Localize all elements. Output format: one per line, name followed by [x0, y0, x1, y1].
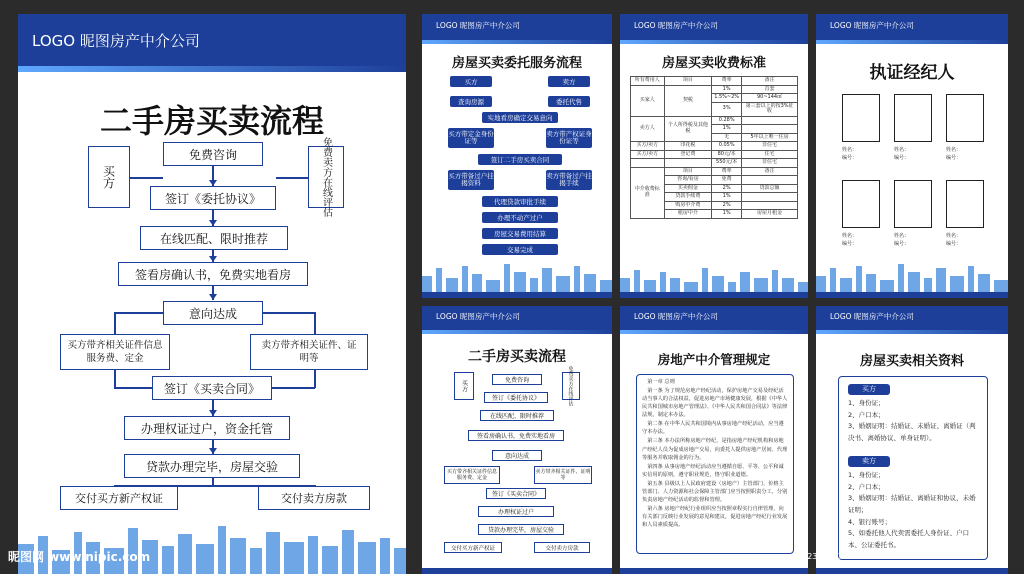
right-step-2: 卖方带产权证身份证等 [546, 128, 592, 148]
seller-side-box [308, 137, 344, 217]
flow-step-4: 签看房确认书，免费实地看房 [118, 262, 308, 286]
left-step-3: 买方带定金身份证等 [448, 128, 494, 148]
buyer-branch-text: 买方带齐相关证件信息服务费、定金 [446, 469, 497, 481]
city-skyline-icon [18, 514, 406, 574]
seller-item: 4、银行账号； [848, 517, 892, 526]
buyer-documents [848, 398, 982, 445]
city-skyline-icon [816, 258, 1008, 298]
buyer-side-box [88, 146, 130, 208]
logo-text: LOGO 昵图房产中介公司 [436, 21, 520, 30]
seller-side-box [562, 366, 580, 406]
agent-id-label: 编号： [842, 155, 858, 161]
agent-name-label: 姓名： [842, 233, 858, 239]
poster-buying-process-small [422, 306, 612, 574]
flow-step-2: 签订《委托协议》 [484, 392, 548, 403]
poster-agency-regulations [620, 306, 808, 574]
logo-text: LOGO 昵图房产中介公司 [830, 21, 914, 30]
center-step-4: 交易完成 [482, 244, 558, 255]
buyer-branch-box [60, 334, 170, 370]
article-2: 第二条 在中华人民共和国境内从事房地产经纪活动，应当遵守本办法。 [642, 421, 784, 436]
city-skyline-icon [422, 258, 612, 298]
chapter-heading: 第一章 总则 [647, 379, 675, 385]
seller-item: 3、婚姻证明：结婚证、离婚证和协议、未婚证明； [848, 494, 976, 515]
page-title: 二手房买卖流程 [468, 349, 566, 365]
agent-id-label: 编号： [842, 241, 858, 247]
agent-name-label: 姓名： [894, 147, 910, 153]
agent-photo-6 [946, 180, 984, 228]
poster-licensed-agents [816, 14, 1008, 298]
agent-photo-4 [842, 180, 880, 228]
logo-text: LOGO 昵图房产中介公司 [436, 312, 520, 321]
seller-item: 2、户口本； [848, 482, 885, 491]
regulations-text [642, 378, 788, 530]
city-skyline-icon [620, 264, 808, 298]
poster-entrust-flow [422, 14, 612, 298]
buyer-label: 买方 [460, 380, 468, 392]
agent-id-label: 编号： [946, 241, 962, 247]
page-title: 执证经纪人 [869, 63, 955, 83]
right-step-3: 卖方带备过户挂揭手续 [546, 170, 592, 190]
seller-head: 卖方 [548, 76, 590, 87]
right-step-1: 委托代售 [548, 96, 590, 107]
center-step-2: 办理不动产过户 [482, 212, 558, 223]
seller-branch-text: 卖方带齐相关证件、证明等 [261, 339, 357, 364]
article-3: 第三条 本办法所称房地产经纪，是指房地产经纪机构和房地产经纪人员为促成房地产交易，向委托人提供房地产居间、代理等服务并收取佣金的行为。 [642, 438, 788, 461]
flow-step-6: 签订《买卖合同》 [486, 488, 546, 499]
left-step-1: 查询房源 [450, 96, 492, 107]
flow-step-5: 意向达成 [163, 301, 263, 325]
poster-fee-standard [620, 14, 808, 298]
poster-required-documents [816, 306, 1008, 574]
seller-branch-text: 卖方带齐相关证件、证明等 [535, 469, 591, 481]
article-6: 第六条 房地产经纪行业组织应当按照章程实行自律管理，向有关部门反映行业发展的意见和建议，促进房地产经纪行业发展和人员素质提高。 [642, 505, 788, 529]
buyer-item: 3、婚姻证明：结婚证、未婚证、离婚证（判决书、离婚协议、单身证明）。 [848, 422, 976, 443]
seller-label: 免费卖方在线评估 [320, 137, 332, 217]
end-seller-box: 交付卖方房款 [534, 542, 590, 553]
buyer-side-box [454, 372, 474, 400]
seller-heading: 卖方 [848, 456, 890, 467]
agent-id-label: 编号： [894, 155, 910, 161]
flow-step-8: 贷款办理完毕，房屋交验 [124, 454, 300, 478]
end-seller-box: 交付卖方房款 [258, 486, 370, 510]
page-title: 房屋买卖收费标准 [661, 56, 766, 71]
flow-step-7: 办理权证过户，资金托管 [124, 416, 290, 440]
agent-name-label: 姓名： [894, 233, 910, 239]
buyer-branch-text: 买方带齐相关证件信息服务费、定金 [67, 339, 163, 364]
flow-step-3: 在线匹配、限时推荐 [140, 226, 288, 250]
logo-text: LOGO 昵图房产中介公司 [32, 32, 200, 50]
end-buyer-box: 交付买方新产权证 [60, 486, 178, 510]
seller-documents [848, 470, 982, 552]
flow-step-1: 免费咨询 [492, 374, 542, 385]
watermark-right: ID:23452776 NO:20210125104218722088 [796, 552, 968, 561]
seller-item: 1、身份证； [848, 471, 885, 479]
seller-item: 5、如委托他人代卖需委托人身份证、户口本、公证委托书。 [848, 529, 970, 550]
buyer-label: 买方 [101, 165, 116, 189]
left-step-5: 买方带备过户挂揭资料 [448, 170, 494, 190]
seller-branch-box [250, 334, 368, 370]
flow-step-3: 在线匹配、限时推荐 [480, 410, 554, 421]
flow-step-5: 意向达成 [492, 450, 542, 461]
logo-text: LOGO 昵图房产中介公司 [830, 312, 914, 321]
agent-photo-2 [894, 94, 932, 142]
buyer-head: 买方 [450, 76, 492, 87]
watermark-left: 昵图网 www.nipic.com [8, 550, 151, 564]
flow-step-4: 签看房确认书，免费实地看房 [468, 430, 564, 441]
agent-id-label: 编号： [894, 241, 910, 247]
agent-name-label: 姓名： [946, 147, 962, 153]
article-1: 第一条 为了规范房地产经纪活动，保护房地产交易及经纪活动当事人的合法权益，促进房地产市场健康发展，根据《中华人民共和国城市房地产管理法》、《中华人民共和国合同法》等法律法规，制定本办法。 [642, 388, 788, 419]
center-step-1: 代理贷款审批手续 [482, 196, 558, 207]
poster-buying-process [18, 14, 406, 574]
agent-photo-1 [842, 94, 880, 142]
article-5: 第五条 县级以上人民政府建设（房地产）主管部门、价格主管部门、人力资源和社会保障主管部门应当按照职责分工，分别负责房地产经纪活动的监督和管理。 [642, 480, 788, 503]
center-step-3: 房屋交易费用结算 [482, 228, 558, 239]
left-step-4: 签订二手房买卖合同 [478, 154, 562, 165]
page-title: 房屋买卖相关资料 [859, 354, 964, 369]
flow-step-8: 贷款办理完毕，房屋交验 [478, 524, 564, 535]
article-4: 第四条 从事房地产经纪活动应当遵循自愿、平等、公平和诚实信用的原则，遵守职业规范，恪守职业道德。 [642, 463, 784, 478]
logo-text: LOGO 昵图房产中介公司 [634, 21, 718, 30]
fee-table: 所有费用人 项目 费率 备注 买家人 契税 1% 首套 1.5%~2% 90~144㎡ 3% 第三套以上的按3%征收 卖方人 个人所得税及其他税 0.28% 1% 无 5年以上唯一住房 买方/卖方 印花税 0.05% 非住宅 买方/卖方 登记费 80元/本 住宅 550元/本 非住宅 中介收费标准 项目 费率 备注 咨询/看房 免费 买卖佣金 2% 贷款总额 贷款手续费 1% 购房中介费 2% 租房中介 1% 房屋月租金 [630, 76, 798, 219]
page-title: 房地产中介管理规定 [657, 352, 771, 367]
flow-step-7: 办理权证过户 [478, 506, 554, 517]
flow-step-6: 签订《买卖合同》 [152, 376, 272, 400]
agent-id-label: 编号： [946, 155, 962, 161]
agent-photo-3 [946, 94, 984, 142]
end-buyer-box: 交付买方新产权证 [444, 542, 502, 553]
seller-label: 免费卖方在线评估 [567, 366, 574, 406]
agent-photo-5 [894, 180, 932, 228]
page-title: 二手房买卖流程 [99, 102, 324, 140]
flow-step-2: 签订《委托协议》 [150, 186, 276, 210]
buyer-item: 1、身份证； [848, 399, 885, 407]
buyer-branch-box [444, 466, 500, 484]
page-title: 房屋买卖委托服务流程 [451, 56, 582, 71]
agent-name-label: 姓名： [946, 233, 962, 239]
poster-header [18, 14, 406, 66]
agent-name-label: 姓名： [842, 147, 858, 153]
buyer-item: 2、户口本； [848, 410, 885, 419]
seller-branch-box [534, 466, 592, 484]
left-step-2: 实地看房确定交易意向 [482, 112, 558, 123]
logo-text: LOGO 昵图房产中介公司 [634, 312, 718, 321]
buyer-heading: 买方 [848, 384, 890, 395]
flow-step-1: 免费咨询 [163, 142, 263, 166]
